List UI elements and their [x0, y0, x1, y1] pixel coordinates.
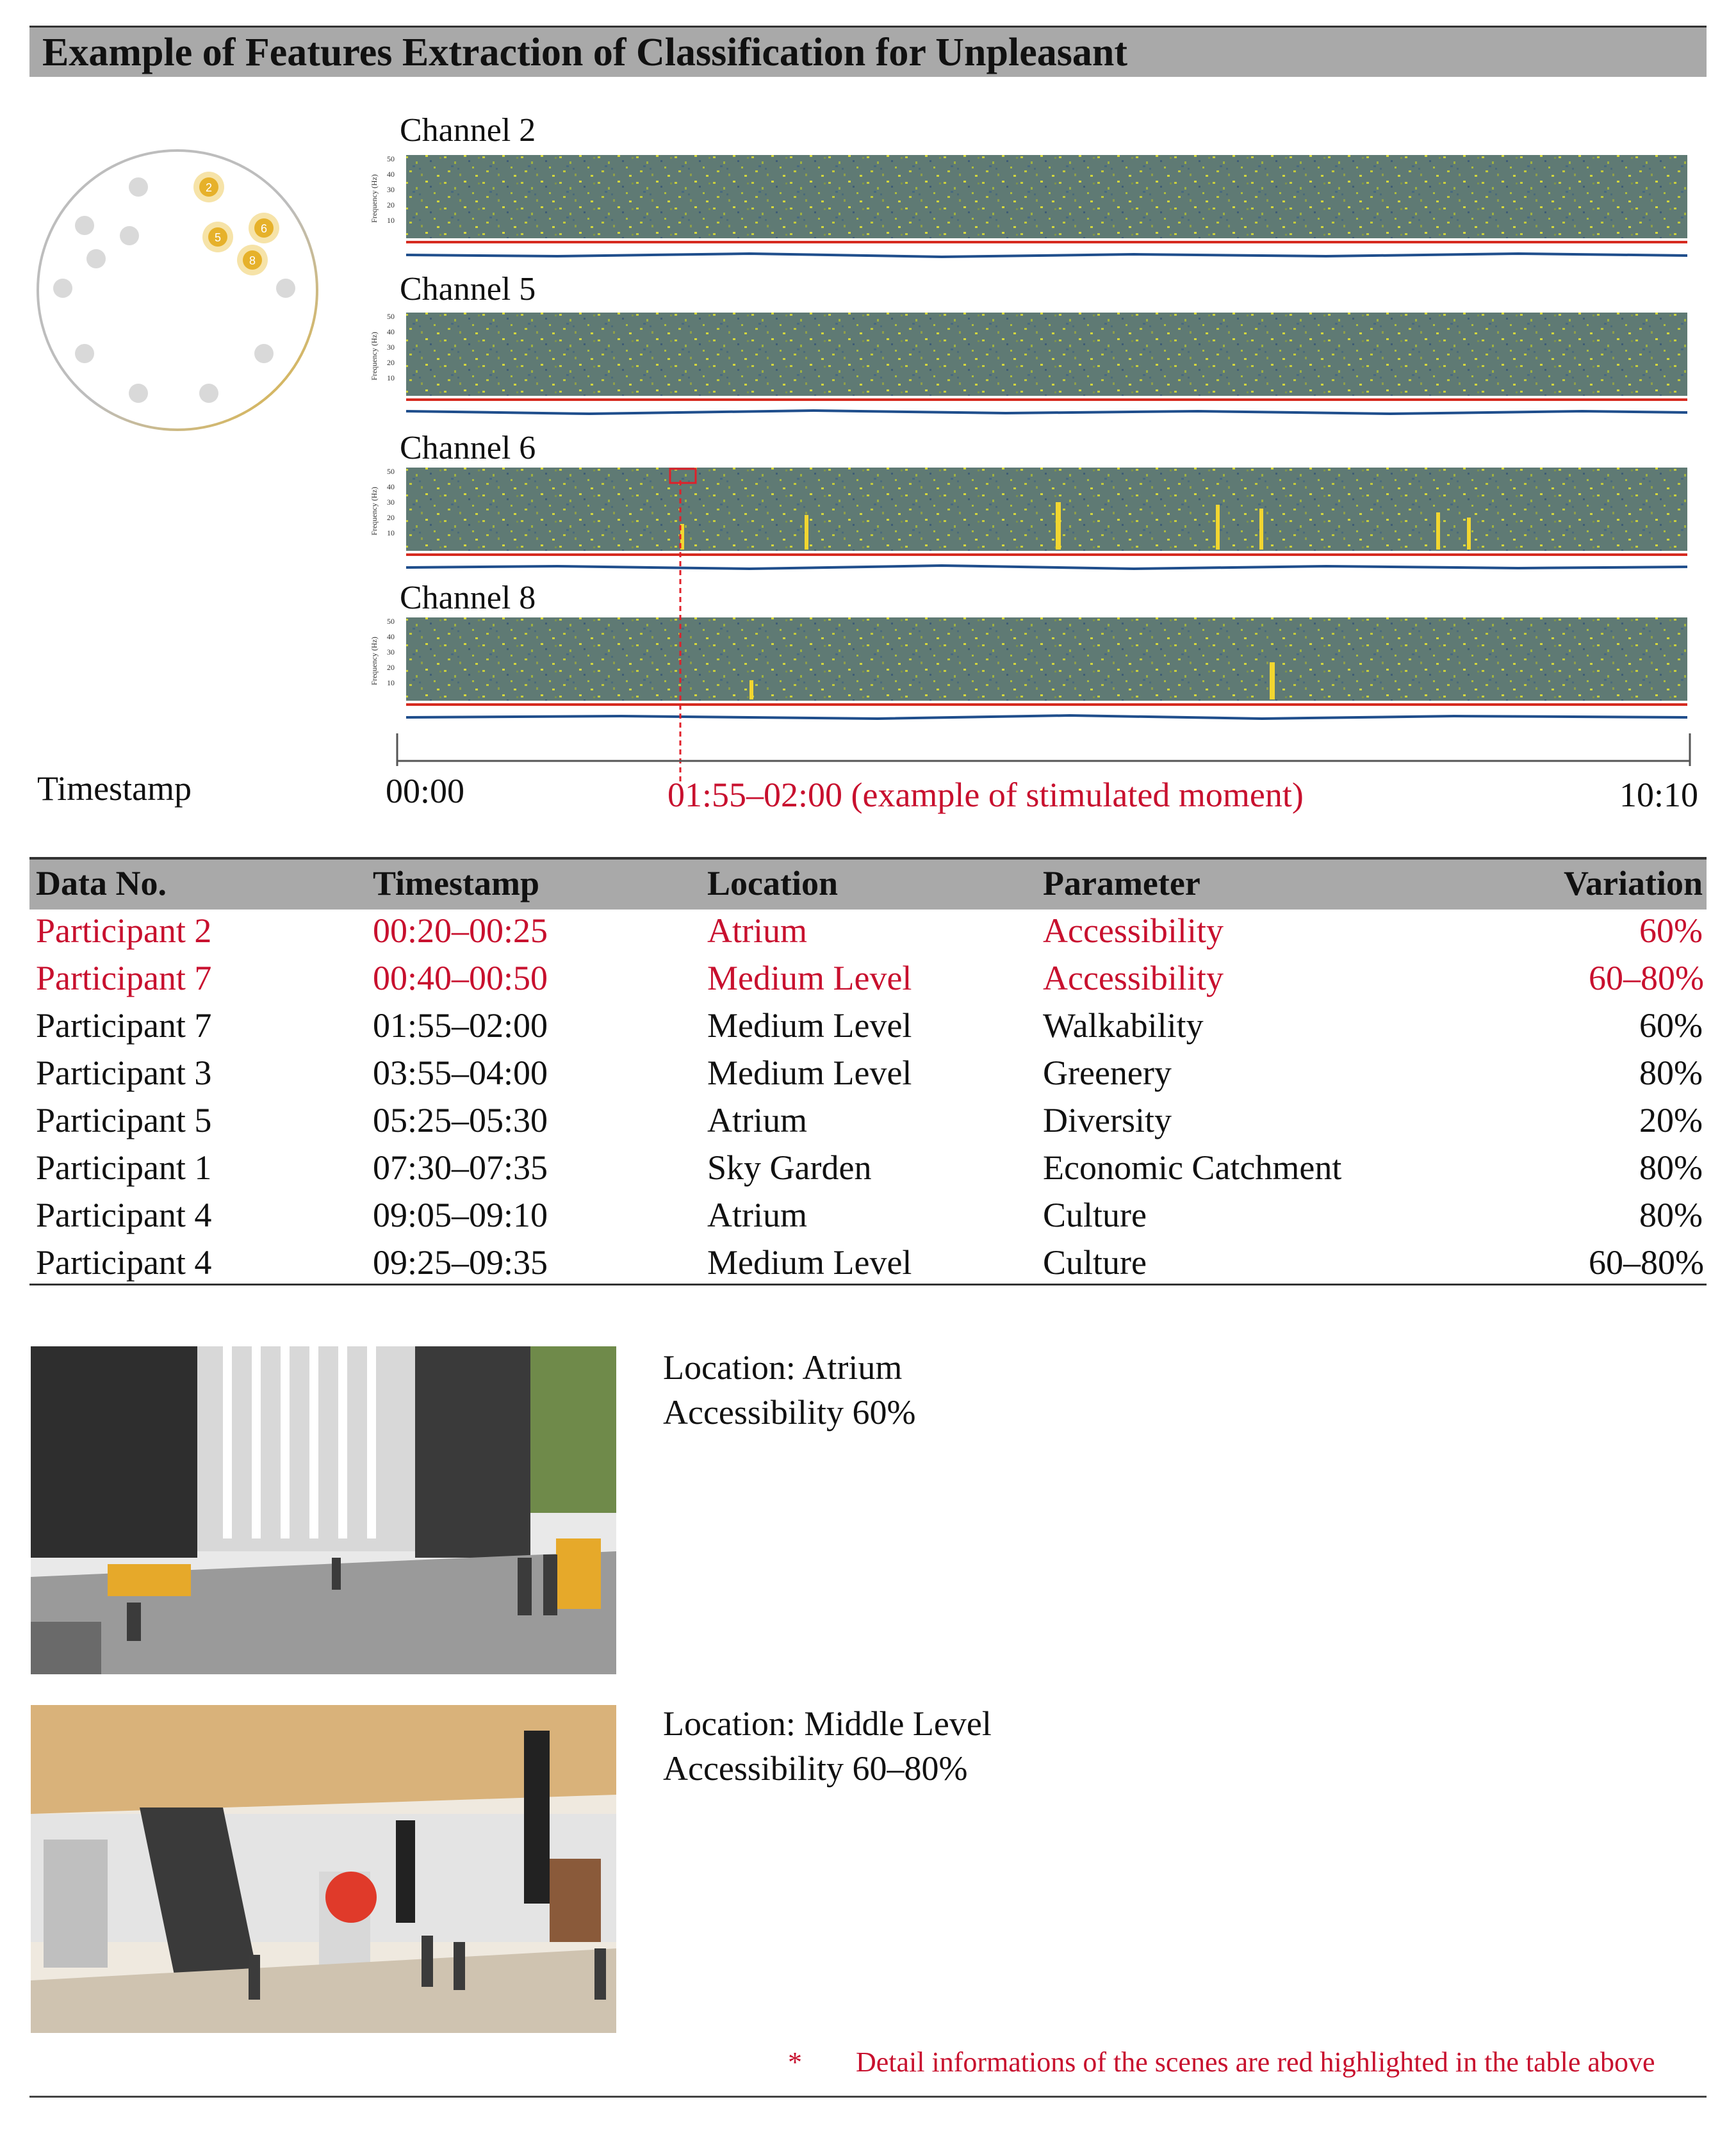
- cell-data-no: Participant 7: [36, 959, 212, 997]
- cell-data-no: Participant 5: [36, 1101, 212, 1139]
- svg-text:30: 30: [387, 185, 395, 194]
- cell-variation: 20%: [1639, 1101, 1703, 1139]
- channel-6-label: Channel 6: [400, 430, 536, 466]
- middle-level-location: Location: Middle Level: [663, 1704, 992, 1743]
- cell-parameter: Greenery: [1043, 1054, 1172, 1092]
- timeline-label: Timestamp: [37, 769, 192, 808]
- cell-variation: 60‒80%: [1589, 959, 1704, 997]
- cell-parameter: Economic Catchment: [1043, 1148, 1342, 1187]
- svg-text:6: 6: [260, 222, 268, 235]
- svg-text:30: 30: [387, 498, 395, 507]
- svg-text:30: 30: [387, 648, 395, 657]
- cell-location: Medium Level: [707, 1243, 912, 1282]
- cell-parameter: Accessibility: [1043, 911, 1224, 950]
- cell-location: Sky Garden: [707, 1148, 872, 1187]
- cell-timestamp: 05:25‒05:30: [373, 1101, 548, 1139]
- svg-text:40: 40: [387, 170, 395, 179]
- svg-text:8: 8: [249, 254, 256, 267]
- timeline-axis: [391, 730, 1698, 769]
- cell-data-no: Participant 1: [36, 1148, 212, 1187]
- electrode-2: [193, 172, 224, 202]
- footnote-text: Detail informations of the scenes are red highlighted in the table above: [856, 2046, 1655, 2078]
- cell-location: Atrium: [707, 1101, 807, 1139]
- atrium-location: Location: Atrium: [663, 1348, 903, 1387]
- channel-2-label: Channel 2: [400, 112, 536, 149]
- svg-text:40: 40: [387, 632, 395, 641]
- svg-text:10: 10: [387, 216, 395, 225]
- cell-parameter: Diversity: [1043, 1101, 1172, 1139]
- cell-parameter: Culture: [1043, 1196, 1147, 1234]
- atrium-scene-caption: [663, 1345, 915, 1435]
- svg-text:50: 50: [387, 467, 395, 476]
- cell-data-no: Participant 3: [36, 1054, 212, 1092]
- cell-parameter: Culture: [1043, 1243, 1147, 1282]
- title-bar: [29, 26, 1707, 77]
- cell-variation: 60%: [1639, 1006, 1703, 1045]
- cell-location: Atrium: [707, 911, 807, 950]
- channel-8-label: Channel 8: [400, 580, 536, 616]
- figure-title: Example of Features Extraction of Classification for Unpleasant: [42, 31, 1127, 74]
- atrium-parameter: Accessibility 60%: [663, 1393, 916, 1432]
- svg-text:20: 20: [387, 663, 395, 672]
- header-parameter: Parameter: [1043, 864, 1200, 902]
- svg-text:50: 50: [387, 154, 395, 163]
- cell-variation: 80%: [1639, 1054, 1703, 1092]
- svg-text:10: 10: [387, 528, 395, 537]
- head-outline: [38, 151, 317, 430]
- cell-data-no: Participant 4: [36, 1196, 212, 1234]
- svg-text:30: 30: [387, 343, 395, 352]
- svg-text:20: 20: [387, 358, 395, 367]
- channel-2-spectrogram: [365, 154, 1698, 269]
- svg-text:Frequency (Hz): Frequency (Hz): [370, 174, 379, 223]
- svg-text:10: 10: [387, 373, 395, 382]
- cell-parameter: Accessibility: [1043, 959, 1224, 997]
- cell-timestamp: 09:25‒09:35: [373, 1243, 548, 1282]
- footnote-star: *: [788, 2046, 802, 2078]
- cell-timestamp: 01:55‒02:00: [373, 1006, 548, 1045]
- svg-text:Frequency (Hz): Frequency (Hz): [370, 487, 379, 535]
- electrode-6: [249, 213, 279, 243]
- cell-location: Medium Level: [707, 959, 912, 997]
- svg-text:Frequency (Hz): Frequency (Hz): [370, 332, 379, 380]
- middle-level-scene-image: [31, 1705, 616, 2033]
- svg-text:50: 50: [387, 312, 395, 321]
- cell-timestamp: 07:30‒07:35: [373, 1148, 548, 1187]
- bottom-rule: [29, 2096, 1707, 2098]
- electrode-map: [33, 146, 322, 434]
- svg-text:40: 40: [387, 482, 395, 491]
- cell-data-no: Participant 2: [36, 911, 212, 950]
- svg-text:20: 20: [387, 513, 395, 522]
- cell-timestamp: 00:20‒00:25: [373, 911, 548, 950]
- channel-8-spectrogram: [365, 616, 1698, 731]
- channel-6-spectrogram: [365, 466, 1698, 582]
- timeline-marker-label: 01:55‒02:00 (example of stimulated moment): [667, 776, 1304, 814]
- cell-parameter: Walkability: [1043, 1006, 1204, 1045]
- electrode-8: [237, 245, 268, 275]
- cell-timestamp: 09:05‒09:10: [373, 1196, 548, 1234]
- table-bottom-rule: [29, 1284, 1707, 1285]
- middle-level-parameter: Accessibility 60‒80%: [663, 1749, 968, 1788]
- svg-text:5: 5: [214, 231, 222, 244]
- svg-text:Frequency (Hz): Frequency (Hz): [370, 637, 379, 685]
- svg-text:10: 10: [387, 678, 395, 687]
- header-variation: Variation: [1563, 864, 1703, 902]
- cell-data-no: Participant 7: [36, 1006, 212, 1045]
- svg-text:40: 40: [387, 327, 395, 336]
- electrode-5: [202, 222, 233, 252]
- svg-text:50: 50: [387, 617, 395, 626]
- cell-timestamp: 00:40‒00:50: [373, 959, 548, 997]
- cell-location: Atrium: [707, 1196, 807, 1234]
- table-header-band: [29, 860, 1707, 910]
- timeline-start: 00:00: [386, 772, 465, 810]
- svg-text:20: 20: [387, 200, 395, 209]
- atrium-scene-image: [31, 1346, 616, 1674]
- cell-data-no: Participant 4: [36, 1243, 212, 1282]
- cell-location: Medium Level: [707, 1006, 912, 1045]
- cell-variation: 60%: [1639, 911, 1703, 950]
- middle-level-scene-caption: [663, 1701, 992, 1791]
- svg-text:2: 2: [205, 181, 213, 194]
- timeline-end: 10:10: [1619, 776, 1699, 814]
- cell-variation: 80%: [1639, 1148, 1703, 1187]
- cell-variation: 60‒80%: [1589, 1243, 1704, 1282]
- cell-location: Medium Level: [707, 1054, 912, 1092]
- channel-5-label: Channel 5: [400, 271, 536, 307]
- header-data-no: Data No.: [36, 864, 167, 902]
- header-timestamp: Timestamp: [373, 864, 540, 902]
- channel-5-spectrogram: [365, 311, 1698, 427]
- cell-timestamp: 03:55‒04:00: [373, 1054, 548, 1092]
- header-location: Location: [707, 864, 839, 902]
- cell-variation: 80%: [1639, 1196, 1703, 1234]
